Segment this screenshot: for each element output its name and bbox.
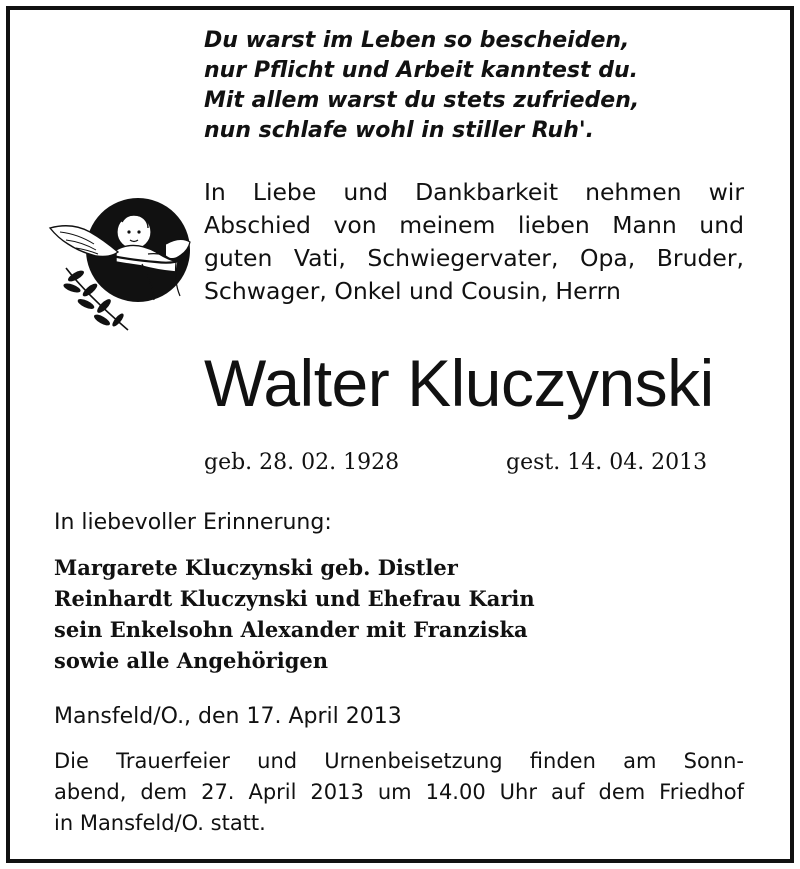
mourners-list xyxy=(54,552,654,676)
memory-heading: In liebevoller Erinnerung: xyxy=(54,510,332,535)
angel-with-leaves-icon xyxy=(46,198,196,338)
funeral-notice xyxy=(54,746,744,839)
verse-line: Mit allem warst du stets zufrieden, xyxy=(204,88,640,113)
farewell-line: Abschied von meinem lieben Mann und xyxy=(204,211,744,239)
mourner-line: Margarete Kluczynski geb. Distler xyxy=(54,555,458,580)
mourner-line: Reinhardt Kluczynski und Ehefrau Karin xyxy=(54,586,535,611)
birth-date: geb. 28. 02. 1928 xyxy=(204,450,400,475)
farewell-line: guten Vati, Schwiegervater, Opa, Bruder, xyxy=(204,244,744,272)
notice-line: Die Trauerfeier und Urnenbeisetzung finden am Sonn- xyxy=(54,749,744,773)
mourner-line: sowie alle Angehörigen xyxy=(54,648,329,673)
memorial-verse xyxy=(204,26,764,146)
life-dates xyxy=(204,446,764,480)
mourner-line: sein Enkelsohn Alexander mit Franziska xyxy=(54,617,528,642)
farewell-text xyxy=(204,176,744,308)
notice-line: in Mansfeld/O. statt. xyxy=(54,811,266,835)
verse-line: nun schlafe wohl in stiller Ruh'. xyxy=(204,118,594,143)
verse-line: Du warst im Leben so bescheiden, xyxy=(204,28,630,53)
deceased-name: Walter Kluczynski xyxy=(204,346,714,420)
farewell-line: Schwager, Onkel und Cousin, Herrn xyxy=(204,277,621,305)
notice-line: abend, dem 27. April 2013 um 14.00 Uhr auf dem Friedhof xyxy=(54,780,744,804)
verse-line: nur Pflicht und Arbeit kanntest du. xyxy=(204,58,638,83)
death-date: gest. 14. 04. 2013 xyxy=(506,450,708,475)
farewell-line: In Liebe und Dankbarkeit nehmen wir xyxy=(204,178,744,206)
place-and-date: Mansfeld/O., den 17. April 2013 xyxy=(54,704,402,729)
